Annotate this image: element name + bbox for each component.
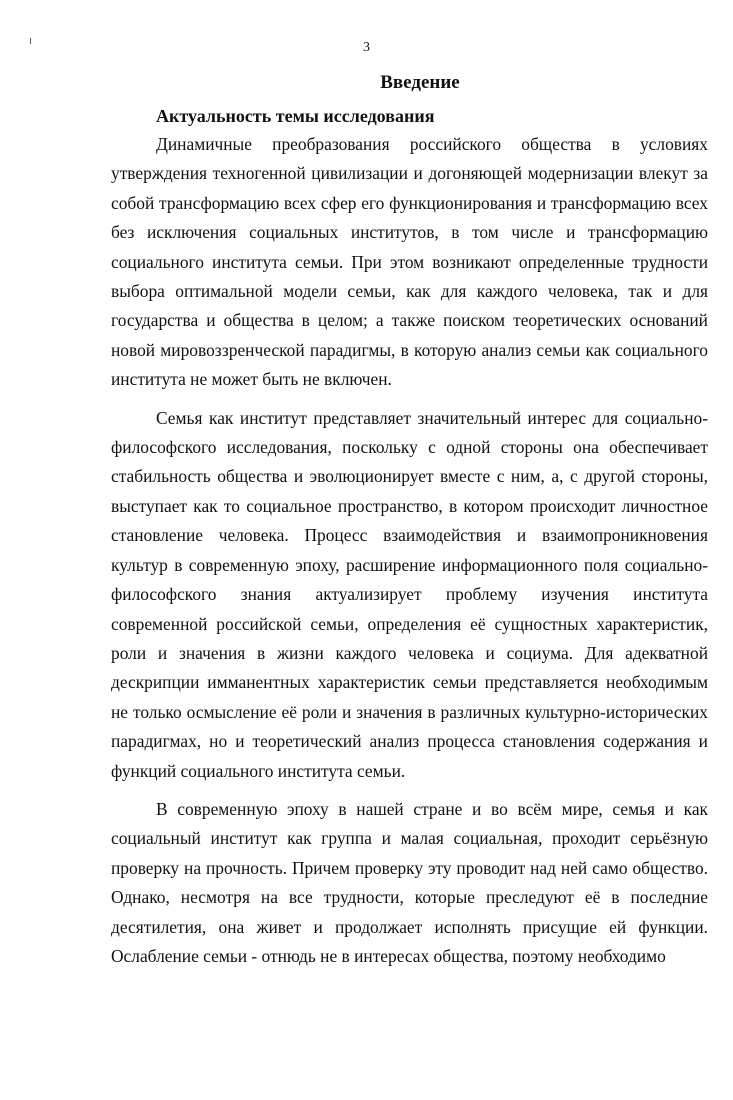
page-title: Введение [380,72,460,93]
paragraph-3: В современную эпоху в нашей стране и во всём мире, семья и как социальный институт как группа и малая социальная, проходит серьёзную проверку на прочность. Причем проверку эту проводит над ней само общество. Однако, несмотря на все трудности, которые преследуют её в последние десятилетия, она живет и продолжает исполнять присущие ей функции. Ослабление семьи - отнюдь не в интересах общества, поэтому необходимо [111,798,708,966]
paragraph-2: Семья как институт представляет значительный интерес для социально-философского исследования, поскольку с одной стороны она обеспечивает стабильность общества и эволюционирует вместе с ним, а, с другой стороны, выступает как то социальное пространство, в котором происходит личностное становление человека. Процесс взаимодействия и взаимопроникновения культур в современную эпоху, расширение информационного поля социально-философского знания актуализирует проблему изучения института современной российской семьи, определения её сущностных характеристик, роли и значения в жизни каждого человека и социума. Для адекватной дескрипции имманентных характеристик семьи представляется необходимым не только осмысление её роли и значения в различных культурно-исторических парадигмах, но и теоретический анализ процесса становления содержания и функций социального института семьи. [111,407,708,781]
paragraph-1: Динамичные преобразования российского общества в условиях утверждения техногенной цивилизации и догоняющей модернизации влекут за собой трансформацию всех сфер его функционирования и трансформацию всех без исключения социальных институтов, в том числе и трансформацию социального института семьи. При этом возникают определенные трудности выбора оптимальной модели семьи, как для каждого человека, так и для государства и общества в целом; а также поиском теоретических оснований новой мировоззренческой парадигмы, в которую анализ семьи как социального института не может быть не включен. [111,134,708,390]
page-number: 3 [363,40,370,55]
section-subtitle: Актуальность темы исследования [156,106,435,126]
body-text [111,130,708,971]
